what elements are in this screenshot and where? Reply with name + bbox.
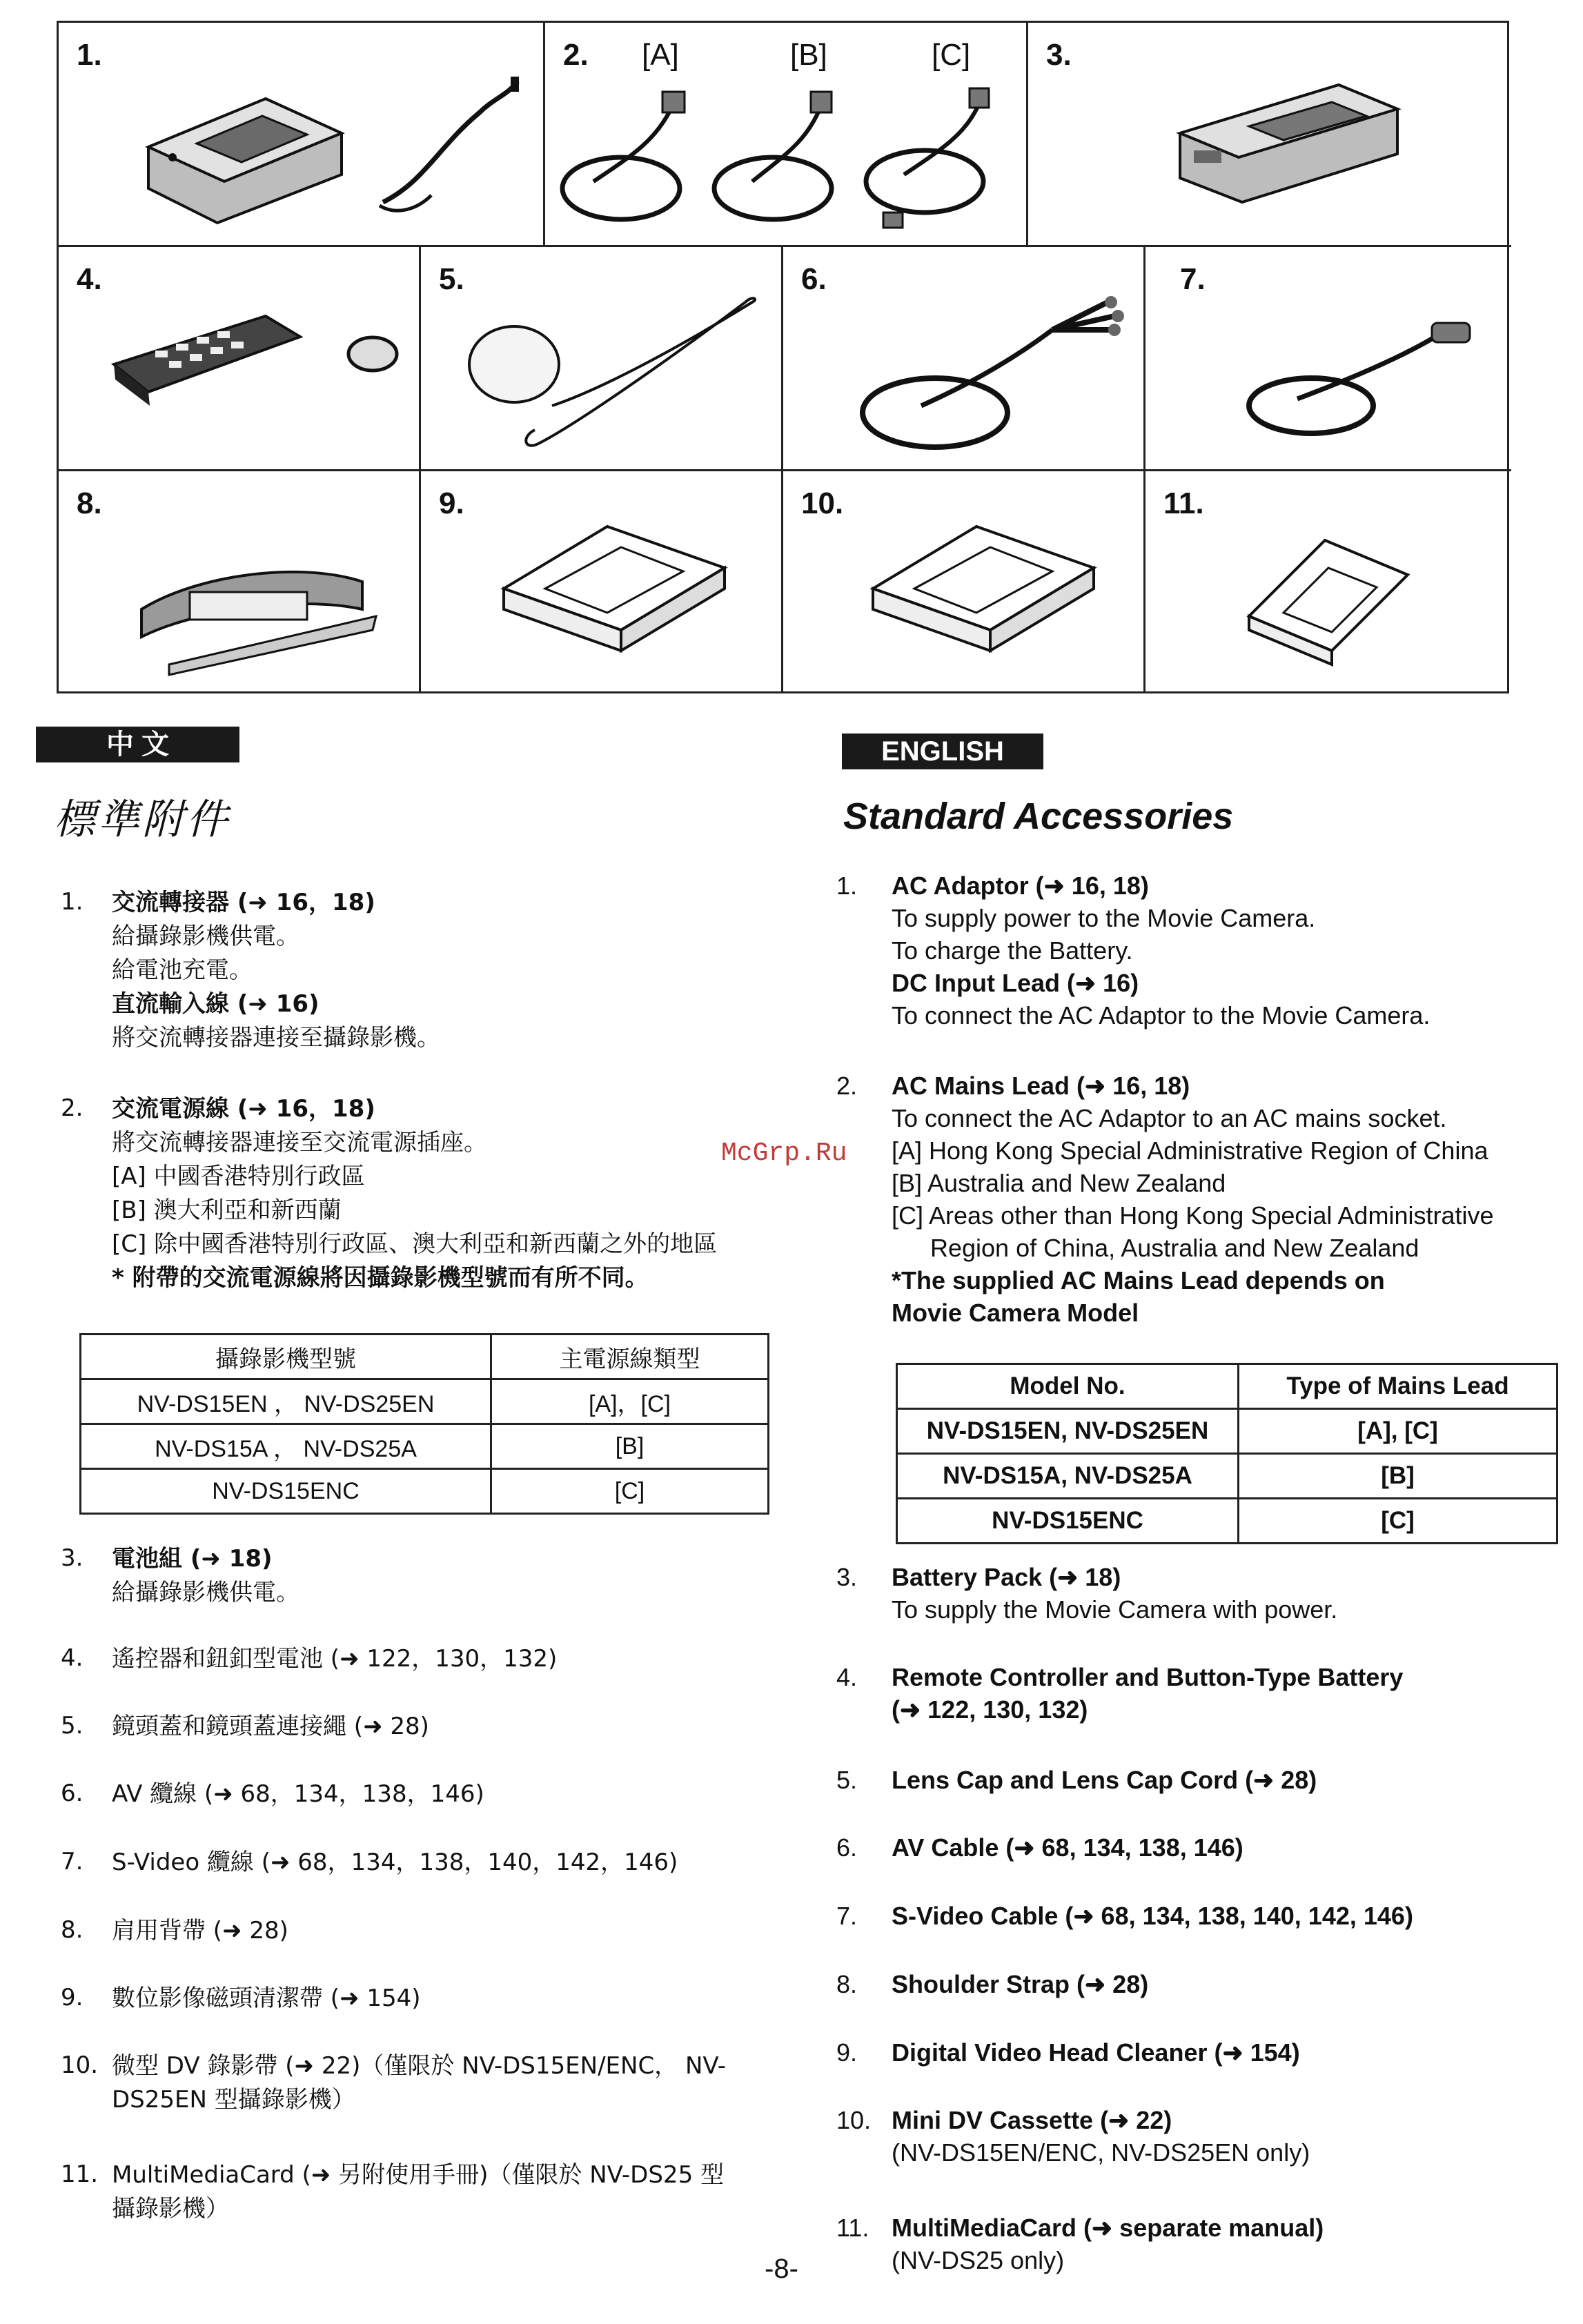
item-number: 10.	[836, 2106, 872, 2134]
table-cell: NV-DS15EN ， NV-DS25EN	[81, 1379, 491, 1424]
cell-number: 5.	[439, 262, 464, 296]
item-line: 給攝錄影機供電。	[112, 1579, 299, 1606]
english-model-table	[896, 1363, 1558, 1544]
cell-number: 11.	[1163, 486, 1204, 520]
item-line: 攝錄影機）	[112, 2195, 229, 2223]
table-cell: NV-DS15ENC	[897, 1499, 1239, 1544]
page-title-english: Standard Accessories	[843, 796, 1234, 837]
cell-number: 10.	[801, 486, 844, 520]
item-body	[112, 1642, 788, 1676]
cell-number: 9.	[439, 486, 464, 520]
label-a: [A]	[642, 38, 679, 72]
item-body	[112, 1710, 788, 1744]
item-number: 2.	[836, 1072, 858, 1100]
av-cable-icon	[845, 288, 1135, 461]
item-line: 交流轉接器 (➜ 16，18)	[112, 889, 375, 916]
item-line: To connect the AC Adaptor to an AC mains socket.	[892, 1104, 1447, 1132]
item-line: Lens Cap and Lens Cap Cord (➜ 28)	[892, 1766, 1317, 1794]
item-line: [C] 除中國香港特別行政區、澳大利亞和新西蘭之外的地區	[112, 1230, 718, 1258]
item-number: 4.	[836, 1663, 858, 1691]
table-cell: [B]	[1239, 1454, 1557, 1499]
item-body	[892, 2212, 1568, 2276]
item-number: 10.	[61, 2051, 99, 2079]
shoulder-strap-icon	[128, 533, 404, 678]
cell-number: 2.	[563, 38, 589, 72]
item-line: To supply power to the Movie Camera.	[892, 904, 1316, 932]
table-cell: [B]	[491, 1424, 769, 1469]
item-line: 將交流轉接器連接至交流電源插座。	[112, 1129, 487, 1156]
item-body	[112, 1092, 788, 1295]
head-cleaner-icon	[497, 513, 731, 671]
item-line: 直流輸入線 (➜ 16)	[112, 990, 319, 1018]
table-header: Type of Mains Lead	[1239, 1364, 1557, 1409]
item-line: [B] 澳大利亞和新西蘭	[112, 1197, 342, 1224]
item-number: 8.	[836, 1970, 858, 1998]
s-video-cable-icon	[1228, 302, 1491, 454]
battery-pack-icon	[1166, 71, 1415, 223]
mini-dv-cassette-icon	[866, 513, 1101, 671]
item-number: 3.	[836, 1563, 858, 1591]
item-line: Mini DV Cassette (➜ 22)	[892, 2106, 1172, 2134]
item-line: AV Cable (➜ 68, 134, 138, 146)	[892, 1833, 1243, 1862]
cell-head-cleaner	[421, 471, 783, 693]
cell-number: 7.	[1180, 262, 1206, 296]
table-cell: [C]	[1239, 1499, 1557, 1544]
item-body	[892, 2036, 1568, 2069]
item-line: [C] Areas other than Hong Kong Special Administrative	[892, 1201, 1494, 1230]
item-line: *The supplied AC Mains Lead depends on	[892, 1266, 1385, 1294]
item-line: 將交流轉接器連接至攝錄影機。	[112, 1024, 440, 1052]
item-number: 3.	[61, 1544, 83, 1572]
item-body	[892, 2104, 1568, 2169]
cell-number: 4.	[77, 262, 102, 296]
table-cell: NV-DS15ENC	[81, 1469, 491, 1514]
cell-number: 1.	[77, 38, 102, 72]
cell-battery-pack	[1028, 23, 1511, 247]
item-body	[892, 1070, 1568, 1329]
item-line: 給攝錄影機供電。	[112, 923, 299, 950]
language-banner-chinese: 中 文	[36, 727, 239, 762]
ac-adaptor-icon	[135, 71, 521, 230]
item-line: DC Input Lead (➜ 16)	[892, 969, 1139, 997]
page-number: -8-	[765, 2254, 798, 2284]
item-body	[892, 1831, 1568, 1864]
item-line: (NV-DS15EN/ENC, NV-DS25EN only)	[892, 2138, 1310, 2167]
item-line: 給電池充電。	[112, 956, 253, 984]
item-body	[112, 2049, 788, 2117]
item-line: MultiMediaCard (➜ 另附使用手冊)（僅限於 NV-DS25 型	[112, 2161, 725, 2189]
label-c: [C]	[932, 38, 971, 72]
item-line: (NV-DS25 only)	[892, 2246, 1065, 2274]
cell-multimediacard	[1146, 471, 1511, 693]
item-line: AV 纜線 (➜ 68，134，138，146)	[112, 1780, 484, 1808]
item-line: 微型 DV 錄影帶 (➜ 22)（僅限於 NV-DS15EN/ENC， NV-	[112, 2052, 726, 2080]
remote-controller-icon	[107, 302, 411, 440]
item-body	[112, 2158, 788, 2226]
item-number: 7.	[836, 1902, 858, 1930]
item-body	[892, 1900, 1568, 1932]
chinese-model-table	[79, 1333, 769, 1515]
item-line: To charge the Battery.	[892, 936, 1133, 965]
table-header: Model No.	[897, 1364, 1239, 1409]
cell-number: 3.	[1046, 38, 1072, 72]
table-cell: [C]	[491, 1469, 769, 1514]
item-line: 數位影像磁頭清潔帶 (➜ 154)	[112, 1985, 421, 2012]
item-line: Battery Pack (➜ 18)	[892, 1563, 1121, 1591]
item-body	[112, 1542, 788, 1610]
table-cell: NV-DS15A, NV-DS25A	[897, 1454, 1239, 1499]
table-header: 攝錄影機型號	[81, 1335, 491, 1379]
item-line: DS25EN 型攝錄影機）	[112, 2086, 355, 2114]
item-body	[112, 886, 788, 1055]
table-cell: NV-DS15A ， NV-DS25A	[81, 1424, 491, 1469]
item-body	[892, 869, 1568, 1032]
item-line: Remote Controller and Button-Type Battery	[892, 1663, 1404, 1691]
table-header: 主電源線類型	[491, 1335, 769, 1379]
item-line: Shoulder Strap (➜ 28)	[892, 1970, 1149, 1998]
item-line: 鏡頭蓋和鏡頭蓋連接繩 (➜ 28)	[112, 1713, 429, 1740]
cell-mini-dv-cassette	[783, 471, 1146, 693]
item-number: 11.	[836, 2214, 869, 2242]
item-line: Digital Video Head Cleaner (➜ 154)	[892, 2038, 1300, 2067]
cell-s-video-cable	[1146, 247, 1511, 471]
item-line: (➜ 122, 130, 132)	[892, 1695, 1088, 1724]
item-number: 9.	[836, 2038, 858, 2067]
cell-number: 6.	[801, 262, 827, 296]
item-line: [A] 中國香港特別行政區	[112, 1163, 365, 1190]
item-body	[892, 1561, 1568, 1626]
table-cell: [A], [C]	[1239, 1409, 1557, 1454]
item-body	[112, 1982, 788, 2016]
item-number: 5.	[836, 1766, 858, 1794]
watermark: McGrp.Ru	[721, 1139, 847, 1168]
item-number: 11.	[61, 2160, 99, 2188]
item-body	[892, 1968, 1568, 2000]
item-body	[112, 1778, 788, 1811]
item-line: To supply the Movie Camera with power.	[892, 1595, 1338, 1624]
cell-av-cable	[783, 247, 1146, 471]
item-line: S-Video Cable (➜ 68, 134, 138, 140, 142, 146)	[892, 1902, 1413, 1930]
cell-ac-adaptor	[59, 23, 545, 247]
item-line: AC Mains Lead (➜ 16, 18)	[892, 1072, 1190, 1100]
item-line: 肩用背帶 (➜ 28)	[112, 1917, 288, 1944]
item-number: 7.	[61, 1848, 83, 1875]
item-number: 5.	[61, 1712, 83, 1740]
item-number: 2.	[61, 1094, 83, 1122]
cell-remote-controller	[59, 247, 421, 471]
item-line: 交流電源線 (➜ 16，18)	[112, 1095, 375, 1123]
cell-number: 8.	[77, 486, 102, 520]
item-line: 遙控器和鈕釦型電池 (➜ 122，130，132)	[112, 1645, 558, 1673]
item-body	[892, 1661, 1568, 1726]
cell-ac-mains-lead	[545, 23, 1028, 247]
item-line: MultiMediaCard (➜ separate manual)	[892, 2214, 1324, 2242]
item-number: 9.	[61, 1984, 83, 2011]
page-title-chinese: 標準附件	[54, 796, 230, 844]
item-number: 8.	[61, 1916, 83, 1944]
table-cell: NV-DS15EN, NV-DS25EN	[897, 1409, 1239, 1454]
item-line: [A] Hong Kong Special Administrative Region of China	[892, 1136, 1488, 1165]
item-line: AC Adaptor (➜ 16, 18)	[892, 872, 1149, 900]
item-number: 1.	[61, 888, 83, 916]
item-line: Movie Camera Model	[892, 1299, 1139, 1327]
cell-lens-cap	[421, 247, 783, 471]
item-number: 4.	[61, 1644, 83, 1672]
language-banner-english: ENGLISH	[842, 733, 1043, 769]
accessory-grid	[57, 21, 1509, 693]
table-cell: [A]，[C]	[491, 1379, 769, 1424]
item-line: S-Video 纜線 (➜ 68，134，138，140，142，146)	[112, 1849, 678, 1876]
item-number: 1.	[836, 872, 858, 900]
item-line: * 附帶的交流電源線將因攝錄影機型號而有所不同。	[112, 1264, 649, 1292]
item-number: 6.	[61, 1780, 83, 1807]
cell-shoulder-strap	[59, 471, 421, 693]
item-line: To connect the AC Adaptor to the Movie Camera.	[892, 1001, 1430, 1030]
item-line: [B] Australia and New Zealand	[892, 1169, 1226, 1197]
item-body	[112, 1846, 788, 1880]
item-body	[112, 1914, 788, 1948]
item-line: Region of China, Australia and New Zealand	[930, 1234, 1419, 1262]
label-b: [B]	[790, 38, 827, 72]
item-line: 電池組 (➜ 18)	[112, 1545, 273, 1573]
item-body	[892, 1764, 1568, 1796]
mains-lead-icon	[552, 85, 1021, 240]
multimediacard-icon	[1242, 526, 1422, 671]
lens-cap-icon	[455, 288, 773, 468]
item-number: 6.	[836, 1833, 858, 1862]
